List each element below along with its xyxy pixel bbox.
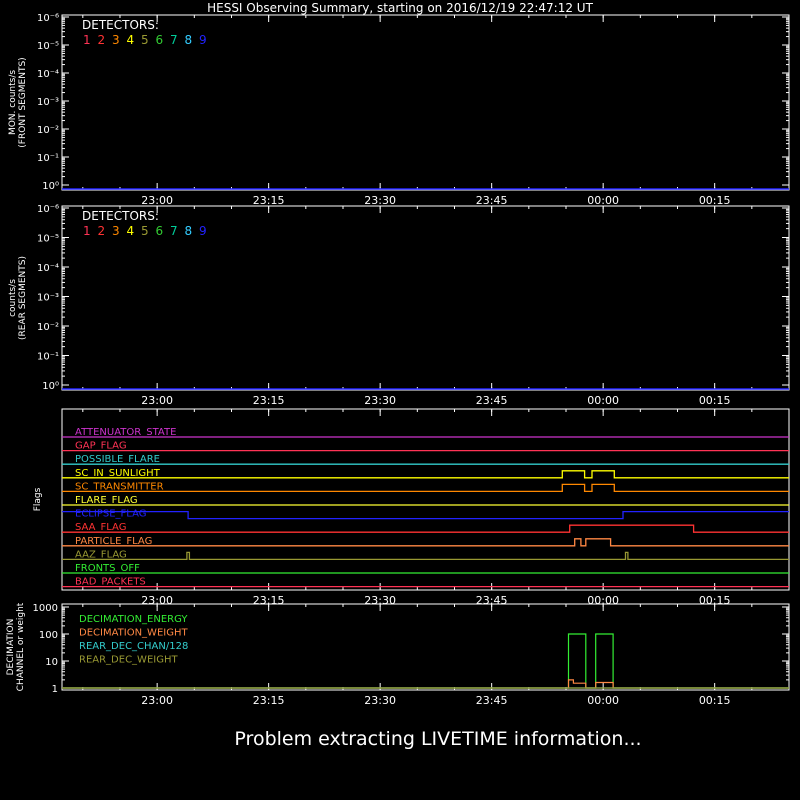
y-tick-label: 10⁻⁵ xyxy=(36,41,59,52)
x-tick-label: 00:15 xyxy=(698,594,731,607)
x-tick-label: 00:00 xyxy=(587,394,620,407)
detector-3: 3 xyxy=(112,33,120,47)
detector-6: 6 xyxy=(155,33,164,47)
detector-4: 4 xyxy=(126,33,135,47)
x-tick-label: 00:15 xyxy=(698,694,731,707)
flag-label: FLARE_FLAG xyxy=(75,495,138,506)
decimation-legend-label: DECIMATION_WEIGHT xyxy=(79,627,188,639)
x-tick-label: 23:00 xyxy=(141,394,174,407)
detector-9: 9 xyxy=(199,33,207,47)
y-tick-label: 10⁰ xyxy=(42,381,59,392)
x-tick-label: 00:00 xyxy=(587,694,620,707)
x-tick-label: 00:15 xyxy=(698,194,731,207)
detectors-label: DETECTORS: xyxy=(82,209,159,223)
x-tick-label: 23:30 xyxy=(364,394,397,407)
decimation-legend-label: REAR_DEC_WEIGHT xyxy=(79,654,178,666)
detectors-label: DETECTORS: xyxy=(82,18,159,32)
x-tick-label: 00:00 xyxy=(587,194,620,207)
decimation-legend-label: REAR_DEC_CHAN/128 xyxy=(79,641,189,652)
detector-5: 5 xyxy=(141,224,149,238)
y-tick-label: 10⁻⁴ xyxy=(36,69,59,80)
detector-8: 8 xyxy=(184,224,193,238)
x-tick-label: 23:30 xyxy=(364,194,397,207)
flag-label: FRONTS_OFF xyxy=(75,563,140,574)
livetime-error-message: Problem extracting LIVETIME information... xyxy=(234,728,642,750)
detector-7: 7 xyxy=(170,33,178,47)
detector-4: 4 xyxy=(126,224,135,238)
x-tick-label: 23:45 xyxy=(475,594,508,607)
x-tick-label: 23:00 xyxy=(141,594,174,607)
flag-label: SC_TRANSMITTER xyxy=(75,481,164,493)
page-title: HESSI Observing Summary, starting on 2016/12/19 22:47:12 UT xyxy=(207,1,593,15)
detector-9: 9 xyxy=(199,224,207,238)
flag-label: AAZ_FLAG xyxy=(75,549,127,561)
y-axis-label-line: Flags xyxy=(33,487,43,512)
y-tick-label: 1 xyxy=(51,684,58,695)
detector-7: 7 xyxy=(170,224,178,238)
x-tick-label: 23:45 xyxy=(475,194,508,207)
y-tick-label: 10⁻³ xyxy=(36,292,59,304)
y-tick-label: 10⁻² xyxy=(36,125,59,136)
detector-2: 2 xyxy=(97,224,106,238)
decimation-line-decimation-weight xyxy=(62,680,789,688)
flag-line-sc-transmitter xyxy=(62,484,789,491)
y-axis-label-line: DECIMATION xyxy=(6,618,16,676)
x-tick-label: 23:30 xyxy=(364,594,397,607)
flag-label: SC_IN_SUNLIGHT xyxy=(75,467,160,479)
x-tick-label: 23:15 xyxy=(252,194,285,207)
x-tick-label: 23:00 xyxy=(141,194,174,207)
x-tick-label: 00:00 xyxy=(587,594,620,607)
y-axis-label xyxy=(8,57,28,147)
x-tick-label: 23:45 xyxy=(475,394,508,407)
detector-3: 3 xyxy=(112,224,120,238)
decimation-legend-label: DECIMATION_ENERGY xyxy=(79,614,188,625)
y-tick-label: 100 xyxy=(38,630,58,641)
y-tick-label: 1000 xyxy=(32,603,58,614)
y-axis-label-line: MON. counts/s xyxy=(8,69,18,136)
y-axis-label-line: CHANNEL or weight xyxy=(16,602,26,692)
y-tick-label: 10⁻⁴ xyxy=(36,263,59,274)
detector-1: 1 xyxy=(83,33,91,47)
flag-line-particle-flag xyxy=(62,539,789,546)
y-axis-label-line: (REAR SEGMENTS) xyxy=(18,255,28,341)
flag-label: POSSIBLE_FLARE xyxy=(75,454,160,466)
flag-label: ECLIPSE_FLAG xyxy=(75,508,147,520)
y-tick-label: 10⁰ xyxy=(42,181,59,192)
y-axis-label-line: (FRONT SEGMENTS) xyxy=(18,57,28,148)
x-tick-label: 23:15 xyxy=(252,694,285,707)
flag-line-aaz-flag xyxy=(62,552,789,559)
y-tick-label: 10⁻⁶ xyxy=(36,204,59,215)
y-axis-label xyxy=(33,487,43,511)
y-tick-label: 10 xyxy=(45,657,58,668)
x-tick-label: 23:00 xyxy=(141,694,174,707)
detector-5: 5 xyxy=(141,33,149,47)
flag-line-saa-flag xyxy=(62,525,789,532)
x-tick-label: 00:15 xyxy=(698,394,731,407)
flag-line-sc-in-sunlight xyxy=(62,471,789,478)
x-tick-label: 23:30 xyxy=(364,694,397,707)
y-tick-label: 10⁻¹ xyxy=(36,153,59,164)
y-tick-label: 10⁻¹ xyxy=(36,351,59,363)
detector-1: 1 xyxy=(83,224,91,238)
y-tick-label: 10⁻² xyxy=(36,322,59,333)
flag-label: PARTICLE_FLAG xyxy=(75,535,153,547)
detector-6: 6 xyxy=(155,224,164,238)
x-tick-label: 23:15 xyxy=(252,394,285,407)
flag-label: GAP_FLAG xyxy=(75,440,127,452)
x-tick-label: 23:15 xyxy=(252,594,285,607)
detector-2: 2 xyxy=(97,33,106,47)
y-tick-label: 10⁻⁵ xyxy=(36,233,59,245)
flag-label: SAA_FLAG xyxy=(75,522,127,534)
y-tick-label: 10⁻⁶ xyxy=(36,13,59,24)
flag-label: ATTENUATOR_STATE xyxy=(75,427,177,438)
y-axis-label-line: counts/s xyxy=(8,279,18,317)
y-tick-label: 10⁻³ xyxy=(36,97,59,108)
x-tick-label: 23:45 xyxy=(475,694,508,707)
flag-label: BAD_PACKETS xyxy=(75,576,146,588)
y-axis-label xyxy=(8,256,28,340)
flag-line-eclipse-flag xyxy=(62,512,789,519)
detector-8: 8 xyxy=(184,33,193,47)
y-axis-label xyxy=(6,602,26,691)
